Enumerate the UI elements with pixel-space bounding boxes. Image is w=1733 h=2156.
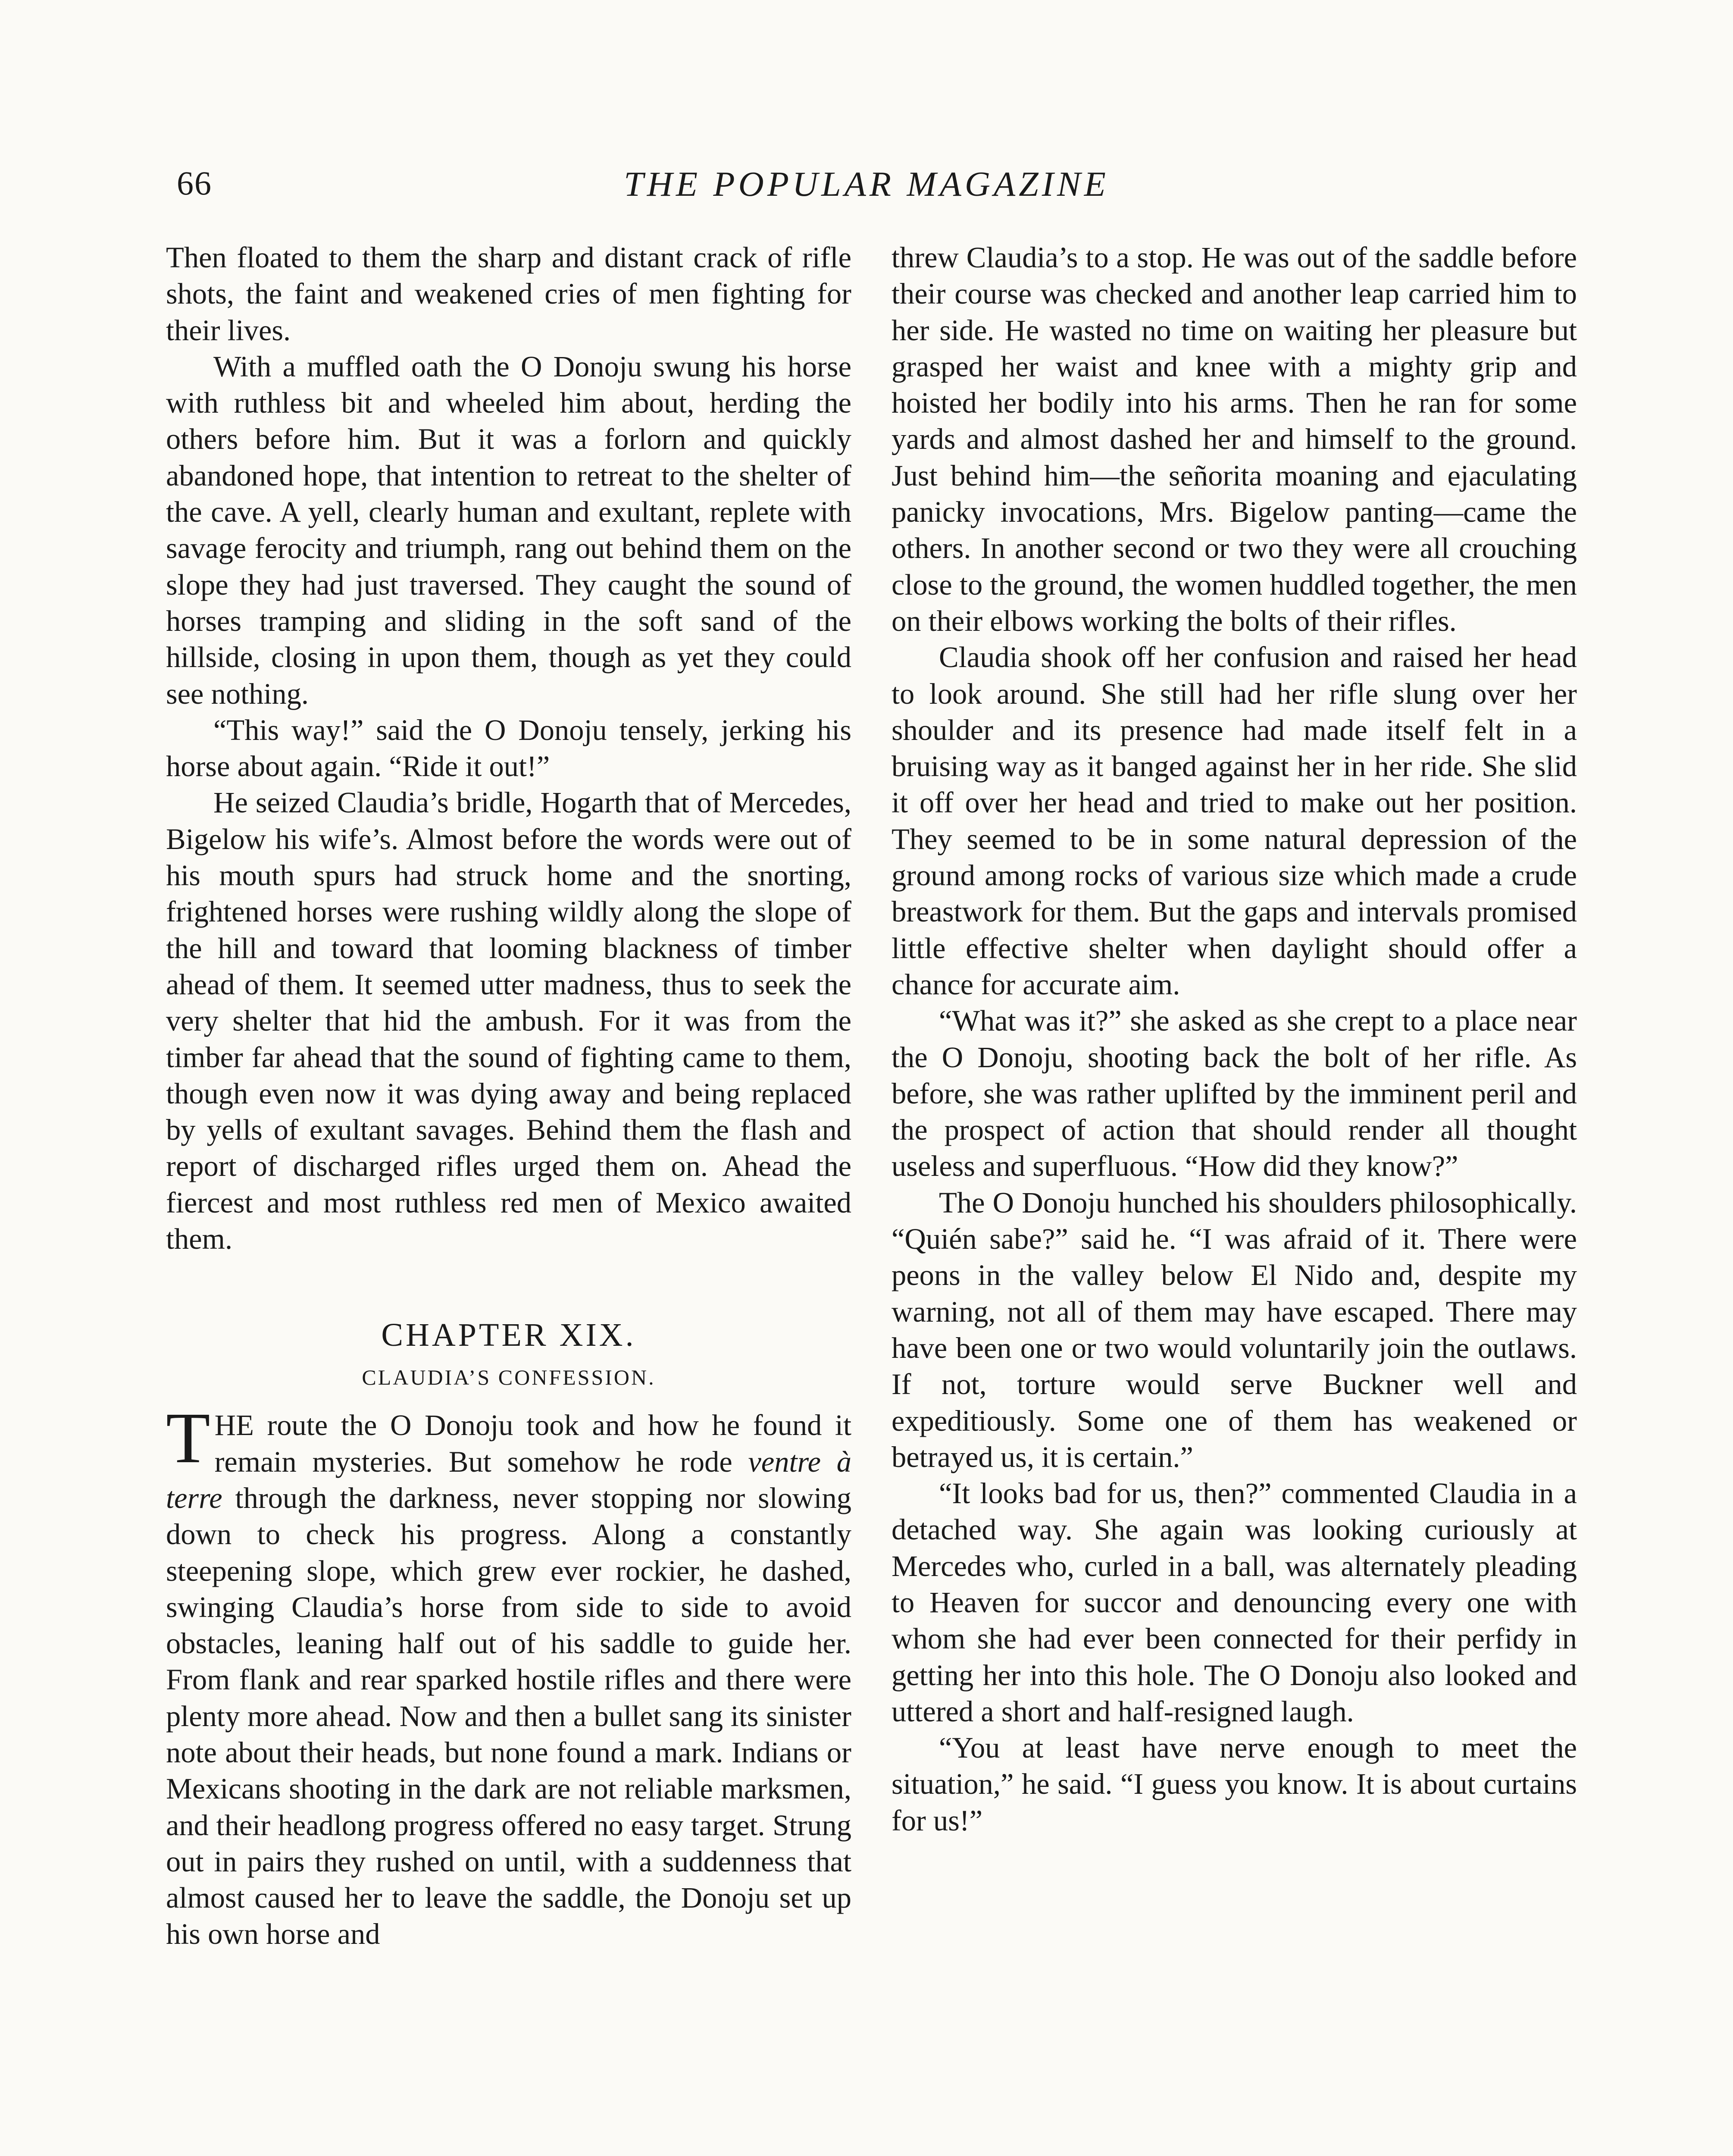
paragraph: “You at least have nerve enough to meet the situation,” he said. “I guess you know. It is about curtains for us!” bbox=[892, 1731, 1577, 1837]
running-head bbox=[166, 164, 1567, 211]
paragraph: “What was it?” she asked as she crept to a place near the O Donoju, shooting back the bolt of her rifle. As before, she was rather uplifted by the imminent peril and the prospect of action that should render all thought useless and superfluous. “How did they know?” bbox=[892, 1004, 1577, 1183]
magazine-title: THE POPULAR MAGAZINE bbox=[624, 164, 1109, 204]
drop-cap: T bbox=[166, 1398, 210, 1479]
paragraph: The O Donoju hunched his shoulders philosophically. “Quién sabe?” said he. “I was afraid of it. There were peons in the valley below El Nido and, despite my warning, not all of them may have escaped. There may have been one or two would voluntarily join the outlaws. If not, torture would serve Buckner well and expeditiously. Some one of them has weakened or betrayed us, it is certain.” bbox=[892, 1186, 1577, 1473]
paragraph: Then floated to them the sharp and distant crack of rifle shots, the faint and weakened cries of men fighting for their lives. bbox=[166, 241, 851, 347]
chapter-subtitle: CLAUDIA’S CONFESSION. bbox=[362, 1365, 656, 1390]
page-number: 66 bbox=[177, 164, 212, 202]
italic-phrase: ventre à terre bbox=[166, 1445, 852, 1514]
paragraph: He seized Claudia’s bridle, Hogarth that of Mercedes, Bigelow his wife’s. Almost before the words were out of his mouth spurs had struck home and the snorting, frightened horses were rushing wildly along the slope of the hill and toward that looming blackness of timber ahead of them. It seemed utter madness, thus to seek the very shelter that hid the ambush. For it was from the timber far ahead that the sound of fighting came to them, though even now it was dying away and being replaced by yells of exultant savages. Behind them the flash and report of discharged rifles urged them on. Ahead the fiercest and most ruthless red men of Mexico awaited them. bbox=[166, 786, 851, 1256]
opening-text: HE route the O Donoju took and how he found it remain mysteries. But somehow he rode bbox=[214, 1409, 851, 1478]
paragraph: threw Claudia’s to a stop. He was out of the saddle before their course was checked and another leap carried him to her side. He wasted no time on waiting her pleasure but grasped her waist and knee with a mighty grip and hoisted her bodily into his arms. Then he ran for some yards and almost dashed her and himself to the ground. Just behind him—the señorita moaning and ejaculating panicky invocations, Mrs. Bigelow panting—came the others. In another second or two they were all crouching close to the ground, the women huddled together, the men on their elbows working the bolts of their rifles. bbox=[892, 241, 1577, 637]
left-column bbox=[166, 239, 851, 1952]
chapter-opening-paragraph bbox=[166, 1398, 852, 1952]
paragraph: “It looks bad for us, then?” commented Claudia in a detached way. She again was looking curiously at Mercedes who, curled in a ball, was alternately pleading to Heaven for succor and denouncing every one with whom she had ever been connected for their perfidy in getting her into this hole. The O Donoju also looked and uttered a short and half-resigned laugh. bbox=[892, 1477, 1577, 1728]
paragraph: “This way!” said the O Donoju tensely, jerking his horse about again. “Ride it out!” bbox=[166, 713, 851, 783]
chapter-heading: CHAPTER XIX. bbox=[381, 1317, 636, 1354]
opening-text-continued: through the darkness, never stopping nor slowing down to check his progress. Along a constantly steepening slope, which grew ever rockier, he dashed, swinging Claudia’s horse from side to side to avoid obstacles, leaning half out of his saddle to guide her. From flank and rear sparked hostile rifles and there were plenty more ahead. Now and then a bullet sang its sinister note about their heads, but none found a mark. Indians or Mexicans shooting in the dark are not reliable marksmen, and their headlong progress offered no easy target. Strung out in pairs they rushed on until, with a suddenness that almost caused her to leave the saddle, the Donoju set up his own horse and bbox=[166, 1481, 851, 1951]
right-column bbox=[892, 239, 1577, 1839]
paragraph: With a muffled oath the O Donoju swung his horse with ruthless bit and wheeled him about, herding the others before him. But it was a forlorn and quickly abandoned hope, that intention to retreat to the shelter of the cave. A yell, clearly human and exultant, replete with savage ferocity and triumph, rang out behind them on the slope they had just traversed. They caught the sound of horses tramping and sliding in the soft sand of the hillside, closing in upon them, though as yet they could see nothing. bbox=[166, 350, 851, 710]
paragraph: Claudia shook off her confusion and raised her head to look around. She still had her rifle slung over her shoulder and its presence had made itself felt in a bruising way as it banged against her in her ride. She slid it off over her head and tried to make out her position. They seemed to be in some natural depression of the ground among rocks of various size which made a crude breastwork for them. But the gaps and intervals promised little effective shelter when daylight should offer a chance for accurate aim. bbox=[892, 641, 1577, 1001]
